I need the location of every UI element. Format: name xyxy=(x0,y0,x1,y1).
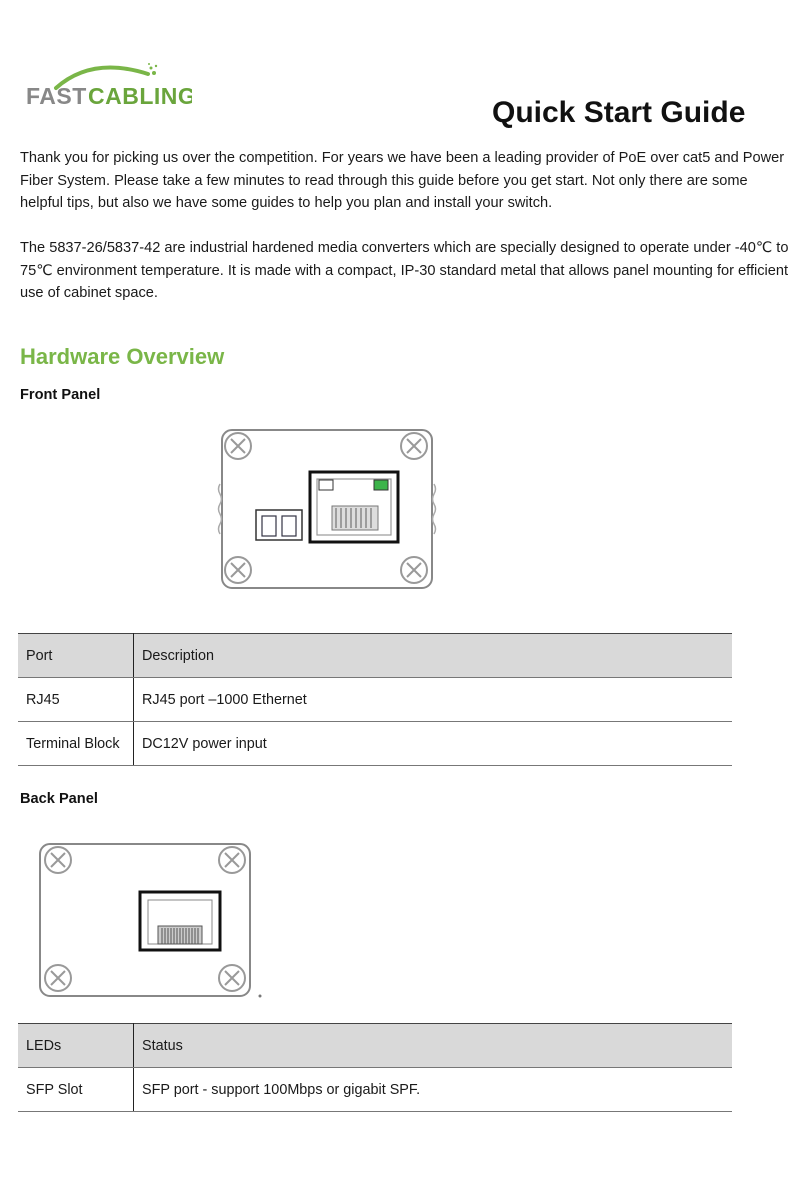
table-cell: DC12V power input xyxy=(134,722,733,766)
header-cell: LEDs xyxy=(18,1024,134,1068)
front-panel-diagram xyxy=(214,424,440,596)
intro-paragraph: Thank you for picking us over the competition. For years we have been a leading provider of PoE over cat5 and Power Fiber System. Please take a few minutes to read through this guide before you get start. Not only there are some helpful tips, but also we have some guides to help you plan and install your switch. xyxy=(20,150,785,211)
table-row xyxy=(18,722,732,766)
back-panel-heading: Back Panel xyxy=(20,791,98,807)
back-panel-table xyxy=(18,1023,732,1112)
logo-graphic xyxy=(22,62,192,120)
page-title: Quick Start Guide xyxy=(492,96,746,129)
table-row xyxy=(18,1068,732,1112)
header-cell: Description xyxy=(134,634,733,678)
table-cell: SFP Slot xyxy=(18,1068,134,1112)
table-cell: RJ45 port –1000 Ethernet xyxy=(134,678,733,722)
front-panel-heading: Front Panel xyxy=(20,387,101,403)
header-cell: Port xyxy=(18,634,134,678)
hardware-overview-heading: Hardware Overview xyxy=(20,344,225,369)
table-header-row xyxy=(18,1024,732,1068)
sfp-slot xyxy=(140,892,220,950)
terminal-block xyxy=(256,510,302,540)
table-cell: SFP port - support 100Mbps or gigabit SPF. xyxy=(134,1068,733,1112)
header-cell: Status xyxy=(134,1024,733,1068)
table-cell: RJ45 xyxy=(18,678,134,722)
logo-text-fast: FAST xyxy=(26,83,87,109)
table-cell: Terminal Block xyxy=(18,722,134,766)
table-header-row xyxy=(18,634,732,678)
description-paragraph: The 5837-26/5837-42 are industrial hardened media converters which are specially designed to operate under -40℃ to 75℃ environment temperature. It is made with a compact, IP-30 standard metal that allows panel mounting for efficient use of cabinet space. xyxy=(20,240,789,301)
back-panel-diagram xyxy=(34,838,266,1004)
front-panel-table xyxy=(18,633,732,766)
table-row xyxy=(18,678,732,722)
rj45-port xyxy=(310,472,398,542)
logo-text-cabling: CABLING xyxy=(88,83,192,109)
fastcabling-logo xyxy=(22,62,192,120)
